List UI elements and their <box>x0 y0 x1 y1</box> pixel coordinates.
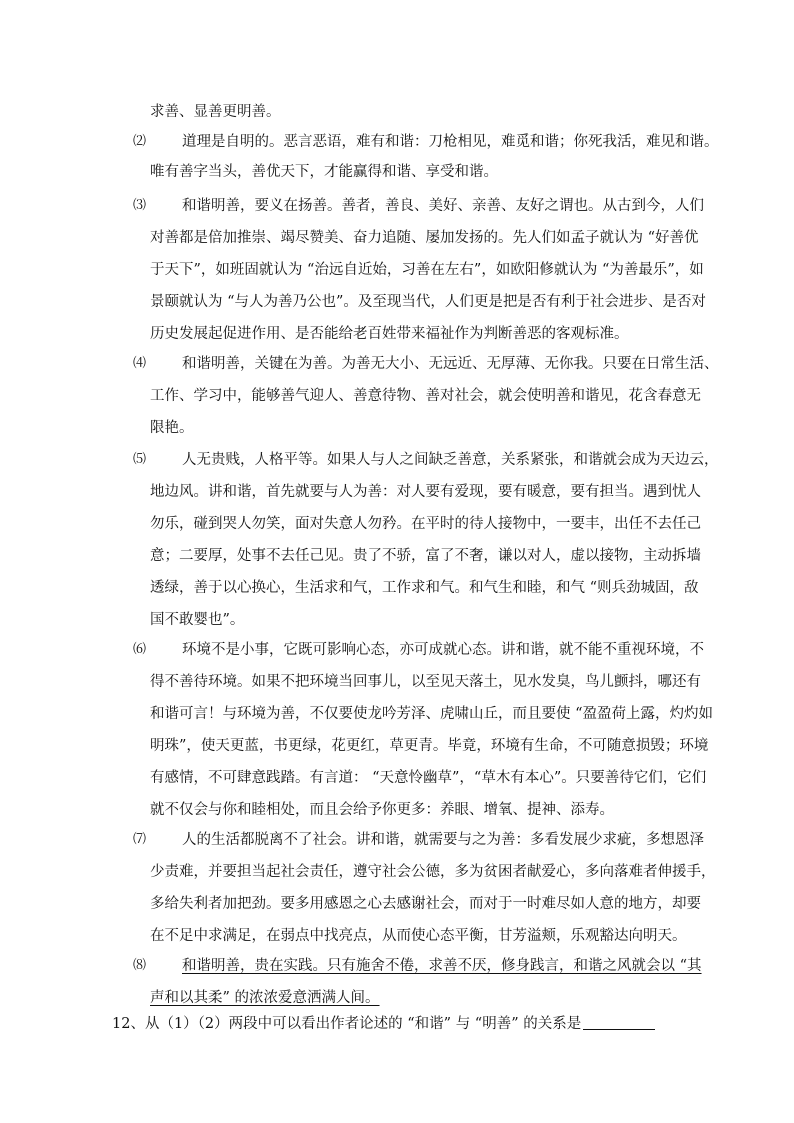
para-6-line-5: 有感情，不可肆意践踏。有言道： “天意怜幽草”，“草木有本心”。只要善待它们，它们 <box>150 770 707 786</box>
para-3-line-5: 历史发展起促进作用、是否能给老百姓带来福祉作为判断善恶的客观标准。 <box>150 326 629 342</box>
para-5-line-4: 意；二要厚，处事不去任己见。贵了不骄，富了不奢，谦以对人，虚以接物，主动拆墙 <box>150 548 701 564</box>
para-5-number: ⑸ <box>133 452 147 467</box>
para-4-line-3: 限艳。 <box>150 420 194 436</box>
para-8-number: ⑻ <box>133 958 147 973</box>
para-2-line-1: 道理是自明的。恶言恶语，难有和谐：刀枪相见，难觅和谐；你死我活，难见和谐。 <box>182 134 719 150</box>
para-7-line-1: 人的生活都脱离不了社会。讲和谐，就需要与之为善：多看发展少求疵，多想恩泽 <box>182 832 704 848</box>
para-3-line-2: 对善都是倍加推崇、竭尽赞美、奋力追随、屡加发扬的。先人们如孟子就认为 “好善优 <box>150 230 699 246</box>
para-4-line-1: 和谐明善，关键在为善。为善无大小、无远近、无厚薄、无你我。只要在日常生活、 <box>182 356 719 372</box>
para-7-line-2: 少责难，并要担当起社会责任，遵守社会公德，多为贫困者献爱心，多向落难者伸援手， <box>150 864 716 880</box>
para-2-number: ⑵ <box>133 134 147 149</box>
para-8-line-2: 声和以其柔” 的浓浓爱意洒满人间。 <box>150 990 380 1006</box>
para-6-line-4: 明珠”，使天更蓝，书更绿，花更红，草更青。毕竟，环境有生命，不可随意损毁；环境 <box>150 738 709 754</box>
para-3-line-3: 于天下”，如班固就认为 “治远自近始，习善在左右”，如欧阳修就认为 “为善最乐”，如 <box>150 262 704 278</box>
para-4-line-2: 工作、学习中，能够善气迎人、善意待物、善对社会，就会使明善和谐见，花含春意无 <box>150 388 701 404</box>
para-5-line-1: 人无贵贱，人格平等。如果人与人之间缺乏善意，关系紧张，和谐就会成为天边云， <box>182 452 719 468</box>
answer-blank[interactable] <box>583 1014 655 1030</box>
para-5-line-5: 透绿，善于以心换心，生活求和气，工作求和气。和气生和睦，和气 “则兵劲城固，敌 <box>150 580 699 596</box>
para-7-number: ⑺ <box>133 832 147 847</box>
para-3-line-4: 景颐就认为 “与人为善乃公也”。及至现当代，人们更是把是否有利于社会进步、是否对 <box>150 294 706 310</box>
para-3-line-1: 和谐明善，要义在扬善。善者，善良、美好、亲善、友好之谓也。从古到今，人们 <box>182 198 704 214</box>
para-6-line-2: 得不善待环境。如果不把环境当回事儿，以至见天落土，见水发臭，鸟儿颤抖，哪还有 <box>150 674 701 690</box>
para-1-line-1: 求善、显善更明善。 <box>150 104 281 120</box>
para-6-line-3: 和谐可言！与环境为善，不仅要使龙吟芳泽、虎啸山丘，而且要使 “盈盈荷上露，灼灼如 <box>150 706 714 722</box>
para-7-line-3: 多给失利者加把劲。要多用感恩之心去感谢社会，而对于一时难尽如人意的地方，却要 <box>150 896 701 912</box>
question-12-text: 12、从（1）（2）两段中可以看出作者论述的 “和谐” 与 “明善” 的关系是 <box>112 1016 582 1032</box>
para-5-line-3: 勿乐，碰到哭人勿笑，面对失意人勿矜。在平时的待人接物中，一要丰，出任不去任己 <box>150 516 701 532</box>
para-6-number: ⑹ <box>133 642 147 657</box>
para-3-number: ⑶ <box>133 198 147 213</box>
para-7-line-4: 在不足中求满足，在弱点中找亮点，从而使心态平衡，甘芳溢颊，乐观豁达向明天。 <box>150 928 687 944</box>
para-2-line-2: 唯有善字当头，善优天下，才能赢得和谐、享受和谐。 <box>150 164 498 180</box>
para-6-line-6: 就不仅会与你和睦相处，而且会给予你更多：养眼、增氧、提神、添寿。 <box>150 802 614 818</box>
question-12 <box>112 1014 655 1034</box>
para-8-line-1: 和谐明善，贵在实践。只有施舍不倦，求善不厌，修身践言，和谐之风就会以 “其 <box>182 958 702 974</box>
para-4-number: ⑷ <box>133 356 147 371</box>
para-5-line-6: 国不敢婴也”。 <box>150 612 245 628</box>
para-5-line-2: 地边风。讲和谐，首先就要与人为善：对人要有爱现，要有暖意，要有担当。遇到忧人 <box>150 484 701 500</box>
para-6-line-1: 环境不是小事，它既可影响心态，亦可成就心态。讲和谐，就不能不重视环境，不 <box>182 642 704 658</box>
